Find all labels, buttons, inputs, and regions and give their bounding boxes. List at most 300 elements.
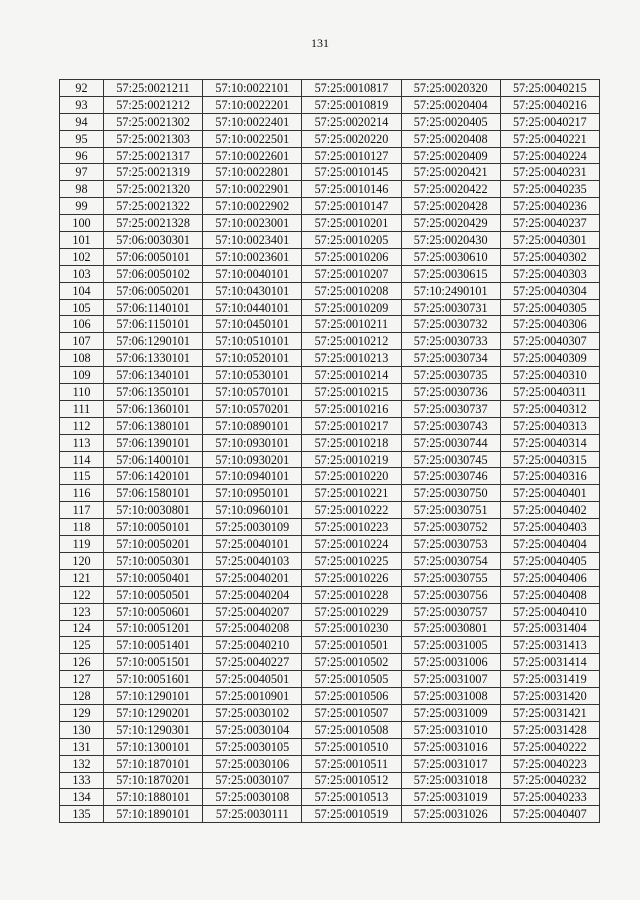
row-number-cell: 96 [60,147,104,164]
cadastral-number-cell: 57:25:0010147 [302,198,401,215]
cadastral-number-cell: 57:25:0040204 [203,586,302,603]
cadastral-number-cell: 57:25:0010506 [302,688,401,705]
table-row [60,350,600,367]
cadastral-number-cell: 57:10:0570201 [203,400,302,417]
cadastral-number-cell: 57:10:0023401 [203,232,302,249]
cadastral-number-cell: 57:10:0022801 [203,164,302,181]
cadastral-number-cell: 57:25:0031010 [401,721,500,738]
table-row [60,721,600,738]
cadastral-number-cell: 57:25:0031017 [401,755,500,772]
cadastral-number-cell: 57:25:0010228 [302,586,401,603]
cadastral-number-cell: 57:25:0040101 [203,536,302,553]
cadastral-number-cell: 57:25:0040311 [500,384,599,401]
cadastral-number-cell: 57:10:0430101 [203,282,302,299]
cadastral-number-cell: 57:10:0890101 [203,417,302,434]
cadastral-number-cell: 57:25:0031414 [500,654,599,671]
row-number-cell: 124 [60,620,104,637]
cadastral-number-cell: 57:25:0021302 [104,113,203,130]
row-number-cell: 117 [60,502,104,519]
cadastral-number-cell: 57:25:0040303 [500,265,599,282]
cadastral-number-cell: 57:10:0050101 [104,519,203,536]
cadastral-number-cell: 57:25:0020405 [401,113,500,130]
cadastral-number-cell: 57:10:0030801 [104,502,203,519]
row-number-cell: 134 [60,789,104,806]
cadastral-number-cell: 57:06:1150101 [104,316,203,333]
cadastral-number-cell: 57:25:0030756 [401,586,500,603]
cadastral-number-cell: 57:25:0040231 [500,164,599,181]
cadastral-number-cell: 57:25:0030757 [401,603,500,620]
cadastral-number-cell: 57:25:0021317 [104,147,203,164]
table-row [60,806,600,823]
cadastral-number-cell: 57:25:0010512 [302,772,401,789]
cadastral-number-cell: 57:25:0010502 [302,654,401,671]
cadastral-number-cell: 57:25:0031404 [500,620,599,637]
table-row [60,164,600,181]
cadastral-number-cell: 57:10:0940101 [203,468,302,485]
table-row [60,704,600,721]
cadastral-number-cell: 57:25:0030801 [401,620,500,637]
cadastral-number-cell: 57:25:0040315 [500,451,599,468]
table-row [60,755,600,772]
row-number-cell: 133 [60,772,104,789]
cadastral-number-cell: 57:25:0031421 [500,704,599,721]
table-row [60,316,600,333]
row-number-cell: 95 [60,130,104,147]
cadastral-number-cell: 57:10:0051401 [104,637,203,654]
cadastral-number-cell: 57:25:0030752 [401,519,500,536]
cadastral-number-cell: 57:10:0023601 [203,248,302,265]
table-row [60,130,600,147]
cadastral-number-cell: 57:06:0050102 [104,265,203,282]
cadastral-number-cell: 57:25:0030106 [203,755,302,772]
row-number-cell: 114 [60,451,104,468]
cadastral-number-cell: 57:25:0040207 [203,603,302,620]
table-row [60,181,600,198]
row-number-cell: 127 [60,671,104,688]
cadastral-number-cell: 57:25:0031420 [500,688,599,705]
cadastral-number-cell: 57:25:0020421 [401,164,500,181]
cadastral-number-cell: 57:25:0040227 [203,654,302,671]
cadastral-number-cell: 57:25:0030102 [203,704,302,721]
cadastral-number-cell: 57:25:0030751 [401,502,500,519]
row-number-cell: 97 [60,164,104,181]
row-number-cell: 93 [60,96,104,113]
cadastral-number-cell: 57:25:0010217 [302,417,401,434]
cadastral-number-cell: 57:25:0040233 [500,789,599,806]
cadastral-number-cell: 57:25:0010226 [302,569,401,586]
cadastral-number-cell: 57:25:0040222 [500,738,599,755]
cadastral-number-cell: 57:10:0023001 [203,215,302,232]
row-number-cell: 116 [60,485,104,502]
cadastral-number-cell: 57:25:0021322 [104,198,203,215]
cadastral-number-cell: 57:10:0450101 [203,316,302,333]
row-number-cell: 101 [60,232,104,249]
cadastral-number-cell: 57:25:0040307 [500,333,599,350]
cadastral-number-cell: 57:25:0031006 [401,654,500,671]
cadastral-number-cell: 57:25:0040316 [500,468,599,485]
table-row [60,417,600,434]
cadastral-number-cell: 57:25:0031419 [500,671,599,688]
cadastral-number-cell: 57:25:0010221 [302,485,401,502]
cadastral-number-cell: 57:10:0530101 [203,367,302,384]
table-row [60,519,600,536]
table-row [60,586,600,603]
cadastral-number-cell: 57:06:1140101 [104,299,203,316]
cadastral-number-cell: 57:25:0040217 [500,113,599,130]
row-number-cell: 99 [60,198,104,215]
row-number-cell: 129 [60,704,104,721]
cadastral-number-cell: 57:25:0030755 [401,569,500,586]
table-row [60,688,600,705]
row-number-cell: 109 [60,367,104,384]
cadastral-number-cell: 57:25:0030105 [203,738,302,755]
cadastral-number-cell: 57:25:0030745 [401,451,500,468]
cadastral-number-cell: 57:25:0040216 [500,96,599,113]
cadastral-number-cell: 57:25:0031428 [500,721,599,738]
cadastral-number-cell: 57:25:0010519 [302,806,401,823]
cadastral-number-cell: 57:25:0040305 [500,299,599,316]
cadastral-number-cell: 57:25:0040301 [500,232,599,249]
cadastral-number-cell: 57:25:0030111 [203,806,302,823]
table-row [60,265,600,282]
cadastral-number-cell: 57:25:0010501 [302,637,401,654]
row-number-cell: 92 [60,80,104,97]
cadastral-number-cell: 57:25:0010222 [302,502,401,519]
cadastral-number-cell: 57:06:0030301 [104,232,203,249]
cadastral-number-cell: 57:25:0030610 [401,248,500,265]
cadastral-number-cell: 57:25:0040215 [500,80,599,97]
table-row [60,198,600,215]
table-row [60,654,600,671]
cadastral-number-cell: 57:25:0031413 [500,637,599,654]
table-row [60,96,600,113]
cadastral-number-cell: 57:10:0960101 [203,502,302,519]
cadastral-number-cell: 57:25:0010505 [302,671,401,688]
row-number-cell: 110 [60,384,104,401]
row-number-cell: 119 [60,536,104,553]
cadastral-number-cell: 57:10:1870101 [104,755,203,772]
row-number-cell: 98 [60,181,104,198]
cadastral-number-cell: 57:25:0030737 [401,400,500,417]
cadastral-number-cell: 57:10:0051601 [104,671,203,688]
row-number-cell: 126 [60,654,104,671]
cadastral-number-cell: 57:10:0050301 [104,552,203,569]
cadastral-number-cell: 57:10:0022101 [203,80,302,97]
cadastral-number-cell: 57:25:0040201 [203,569,302,586]
cadastral-number-cell: 57:25:0010211 [302,316,401,333]
cadastral-number-cell: 57:25:0020404 [401,96,500,113]
cadastral-number-cell: 57:25:0040312 [500,400,599,417]
cadastral-number-cell: 57:25:0010216 [302,400,401,417]
row-number-cell: 131 [60,738,104,755]
cadastral-number-cell: 57:25:0030753 [401,536,500,553]
row-number-cell: 105 [60,299,104,316]
cadastral-number-cell: 57:25:0010218 [302,434,401,451]
row-number-cell: 102 [60,248,104,265]
cadastral-number-cell: 57:25:0010230 [302,620,401,637]
cadastral-number-cell: 57:10:0050401 [104,569,203,586]
cadastral-number-cell: 57:25:0030109 [203,519,302,536]
table-row [60,113,600,130]
cadastral-number-cell: 57:25:0020409 [401,147,500,164]
cadastral-number-cell: 57:10:1890101 [104,806,203,823]
cadastral-number-cell: 57:25:0010817 [302,80,401,97]
cadastral-number-cell: 57:25:0031007 [401,671,500,688]
page-number: 131 [311,36,329,50]
table-row [60,620,600,637]
cadastral-number-cell: 57:10:0050501 [104,586,203,603]
cadastral-number-cell: 57:25:0010219 [302,451,401,468]
cadastral-number-cell: 57:25:0010214 [302,367,401,384]
cadastral-number-cell: 57:25:0010511 [302,755,401,772]
cadastral-number-cell: 57:25:0040304 [500,282,599,299]
cadastral-number-cell: 57:10:0050201 [104,536,203,553]
cadastral-number-cell: 57:25:0021211 [104,80,203,97]
cadastral-number-cell: 57:10:0022601 [203,147,302,164]
row-number-cell: 108 [60,350,104,367]
cadastral-number-cell: 57:25:0031016 [401,738,500,755]
cadastral-number-cell: 57:25:0010510 [302,738,401,755]
cadastral-number-cell: 57:25:0021319 [104,164,203,181]
table-row [60,384,600,401]
table-row [60,434,600,451]
cadastral-number-cell: 57:25:0030733 [401,333,500,350]
table-row [60,485,600,502]
cadastral-number-cell: 57:25:0030735 [401,367,500,384]
cadastral-number-cell: 57:25:0040313 [500,417,599,434]
cadastral-number-cell: 57:25:0031018 [401,772,500,789]
table-body [60,80,600,823]
cadastral-number-cell: 57:25:0030732 [401,316,500,333]
cadastral-number-cell: 57:25:0020422 [401,181,500,198]
cadastral-number-cell: 57:25:0010212 [302,333,401,350]
cadastral-number-cell: 57:10:0022501 [203,130,302,147]
cadastral-number-cell: 57:25:0031009 [401,704,500,721]
cadastral-number-cell: 57:06:1340101 [104,367,203,384]
cadastral-number-cell: 57:25:0030743 [401,417,500,434]
cadastral-number-cell: 57:25:0040410 [500,603,599,620]
row-number-cell: 132 [60,755,104,772]
cadastral-number-cell: 57:10:0440101 [203,299,302,316]
cadastral-number-cell: 57:25:0010508 [302,721,401,738]
cadastral-number-cell: 57:10:0022201 [203,96,302,113]
cadastral-number-cell: 57:25:0040401 [500,485,599,502]
cadastral-number-cell: 57:10:1300101 [104,738,203,755]
cadastral-number-cell: 57:25:0010146 [302,181,401,198]
cadastral-number-cell: 57:10:0040101 [203,265,302,282]
table-row [60,772,600,789]
row-number-cell: 118 [60,519,104,536]
cadastral-number-cell: 57:25:0010819 [302,96,401,113]
cadastral-number-cell: 57:25:0010127 [302,147,401,164]
cadastral-number-cell: 57:25:0040408 [500,586,599,603]
cadastral-number-cell: 57:25:0010145 [302,164,401,181]
cadastral-number-cell: 57:10:0051501 [104,654,203,671]
cadastral-number-cell: 57:25:0010215 [302,384,401,401]
cadastral-number-cell: 57:25:0040223 [500,755,599,772]
cadastral-number-cell: 57:25:0040237 [500,215,599,232]
cadastral-number-cell: 57:25:0040224 [500,147,599,164]
cadastral-number-cell: 57:06:1420101 [104,468,203,485]
row-number-cell: 128 [60,688,104,705]
cadastral-number-cell: 57:25:0040407 [500,806,599,823]
row-number-cell: 100 [60,215,104,232]
cadastral-number-cell: 57:06:0050101 [104,248,203,265]
cadastral-number-cell: 57:10:2490101 [401,282,500,299]
cadastral-number-cell: 57:25:0040236 [500,198,599,215]
cadastral-number-cell: 57:10:0510101 [203,333,302,350]
cadastral-number-cell: 57:25:0030107 [203,772,302,789]
cadastral-number-cell: 57:06:1360101 [104,400,203,417]
table-row [60,299,600,316]
table-row [60,552,600,569]
cadastral-number-cell: 57:06:1350101 [104,384,203,401]
cadastral-number-cell: 57:10:0930101 [203,434,302,451]
table-row [60,569,600,586]
cadastral-number-cell: 57:25:0010901 [203,688,302,705]
cadastral-number-cell: 57:25:0030736 [401,384,500,401]
table-row [60,468,600,485]
table-row [60,232,600,249]
cadastral-number-cell: 57:25:0021303 [104,130,203,147]
table-row [60,603,600,620]
cadastral-number-cell: 57:25:0040306 [500,316,599,333]
cadastral-number-cell: 57:25:0040403 [500,519,599,536]
cadastral-number-cell: 57:25:0020220 [302,130,401,147]
table-row [60,738,600,755]
table-row [60,789,600,806]
cadastral-number-cell: 57:06:1290101 [104,333,203,350]
cadastral-number-cell: 57:25:0030754 [401,552,500,569]
cadastral-number-cell: 57:10:0022901 [203,181,302,198]
cadastral-number-cell: 57:25:0040309 [500,350,599,367]
cadastral-number-cell: 57:25:0010206 [302,248,401,265]
cadastral-number-cell: 57:10:0520101 [203,350,302,367]
cadastral-number-cell: 57:25:0010507 [302,704,401,721]
cadastral-number-cell: 57:10:0930201 [203,451,302,468]
cadastral-number-cell: 57:25:0021328 [104,215,203,232]
cadastral-number-cell: 57:25:0040402 [500,502,599,519]
cadastral-number-cell: 57:25:0021212 [104,96,203,113]
cadastral-number-cell: 57:25:0040314 [500,434,599,451]
row-number-cell: 111 [60,400,104,417]
table-row [60,80,600,97]
table-row [60,333,600,350]
table-row [60,671,600,688]
cadastral-number-cell: 57:10:1290301 [104,721,203,738]
cadastral-number-cell: 57:10:0570101 [203,384,302,401]
cadastral-number-cell: 57:25:0010208 [302,282,401,299]
cadastral-number-cell: 57:06:1380101 [104,417,203,434]
cadastral-number-cell: 57:10:1880101 [104,789,203,806]
row-number-cell: 120 [60,552,104,569]
cadastral-number-cell: 57:25:0040404 [500,536,599,553]
cadastral-number-cell: 57:25:0030750 [401,485,500,502]
cadastral-number-cell: 57:10:0950101 [203,485,302,502]
cadastral-number-cell: 57:25:0010213 [302,350,401,367]
cadastral-number-cell: 57:25:0040232 [500,772,599,789]
cadastral-number-cell: 57:10:0022902 [203,198,302,215]
cadastral-number-cell: 57:25:0010225 [302,552,401,569]
cadastral-number-cell: 57:25:0031008 [401,688,500,705]
table-row [60,536,600,553]
cadastral-number-cell: 57:25:0020430 [401,232,500,249]
row-number-cell: 94 [60,113,104,130]
cadastral-number-cell: 57:25:0030734 [401,350,500,367]
row-number-cell: 125 [60,637,104,654]
cadastral-number-cell: 57:25:0040103 [203,552,302,569]
row-number-cell: 107 [60,333,104,350]
cadastral-number-cell: 57:25:0040235 [500,181,599,198]
row-number-cell: 103 [60,265,104,282]
cadastral-number-cell: 57:25:0021320 [104,181,203,198]
cadastral-number-cell: 57:10:0050601 [104,603,203,620]
cadastral-number-cell: 57:25:0010209 [302,299,401,316]
row-number-cell: 106 [60,316,104,333]
table-row [60,400,600,417]
cadastral-number-cell: 57:10:1290201 [104,704,203,721]
row-number-cell: 123 [60,603,104,620]
row-number-cell: 130 [60,721,104,738]
cadastral-number-cell: 57:25:0020408 [401,130,500,147]
table-row [60,367,600,384]
cadastral-number-cell: 57:25:0031026 [401,806,500,823]
table-row [60,248,600,265]
cadastral-number-cell: 57:25:0010513 [302,789,401,806]
row-number-cell: 104 [60,282,104,299]
cadastral-number-cell: 57:25:0040310 [500,367,599,384]
table-row [60,502,600,519]
cadastral-number-cell: 57:25:0010205 [302,232,401,249]
cadastral-number-cell: 57:25:0040501 [203,671,302,688]
cadastral-number-cell: 57:25:0040406 [500,569,599,586]
cadastral-number-cell: 57:10:1290101 [104,688,203,705]
cadastral-number-cell: 57:06:1330101 [104,350,203,367]
table-row [60,451,600,468]
cadastral-number-cell: 57:10:0022401 [203,113,302,130]
cadastral-number-cell: 57:25:0040208 [203,620,302,637]
cadastral-number-table [59,79,600,823]
cadastral-number-cell: 57:25:0010223 [302,519,401,536]
cadastral-number-cell: 57:25:0010207 [302,265,401,282]
cadastral-number-cell: 57:25:0020429 [401,215,500,232]
cadastral-number-cell: 57:06:1580101 [104,485,203,502]
row-number-cell: 121 [60,569,104,586]
cadastral-number-cell: 57:25:0010224 [302,536,401,553]
cadastral-number-cell: 57:25:0030104 [203,721,302,738]
table-row [60,282,600,299]
row-number-cell: 112 [60,417,104,434]
cadastral-number-cell: 57:06:1400101 [104,451,203,468]
cadastral-number-cell: 57:06:1390101 [104,434,203,451]
cadastral-number-cell: 57:25:0030744 [401,434,500,451]
cadastral-number-cell: 57:25:0020214 [302,113,401,130]
cadastral-number-cell: 57:25:0030615 [401,265,500,282]
row-number-cell: 135 [60,806,104,823]
row-number-cell: 113 [60,434,104,451]
cadastral-number-cell: 57:25:0031019 [401,789,500,806]
cadastral-number-cell: 57:25:0010201 [302,215,401,232]
table-row [60,147,600,164]
cadastral-number-cell: 57:25:0010220 [302,468,401,485]
cadastral-number-cell: 57:06:0050201 [104,282,203,299]
cadastral-number-cell: 57:25:0031005 [401,637,500,654]
cadastral-number-cell: 57:25:0030108 [203,789,302,806]
cadastral-number-cell: 57:25:0040210 [203,637,302,654]
table-row [60,215,600,232]
cadastral-number-cell: 57:25:0020428 [401,198,500,215]
cadastral-number-cell: 57:25:0020320 [401,80,500,97]
